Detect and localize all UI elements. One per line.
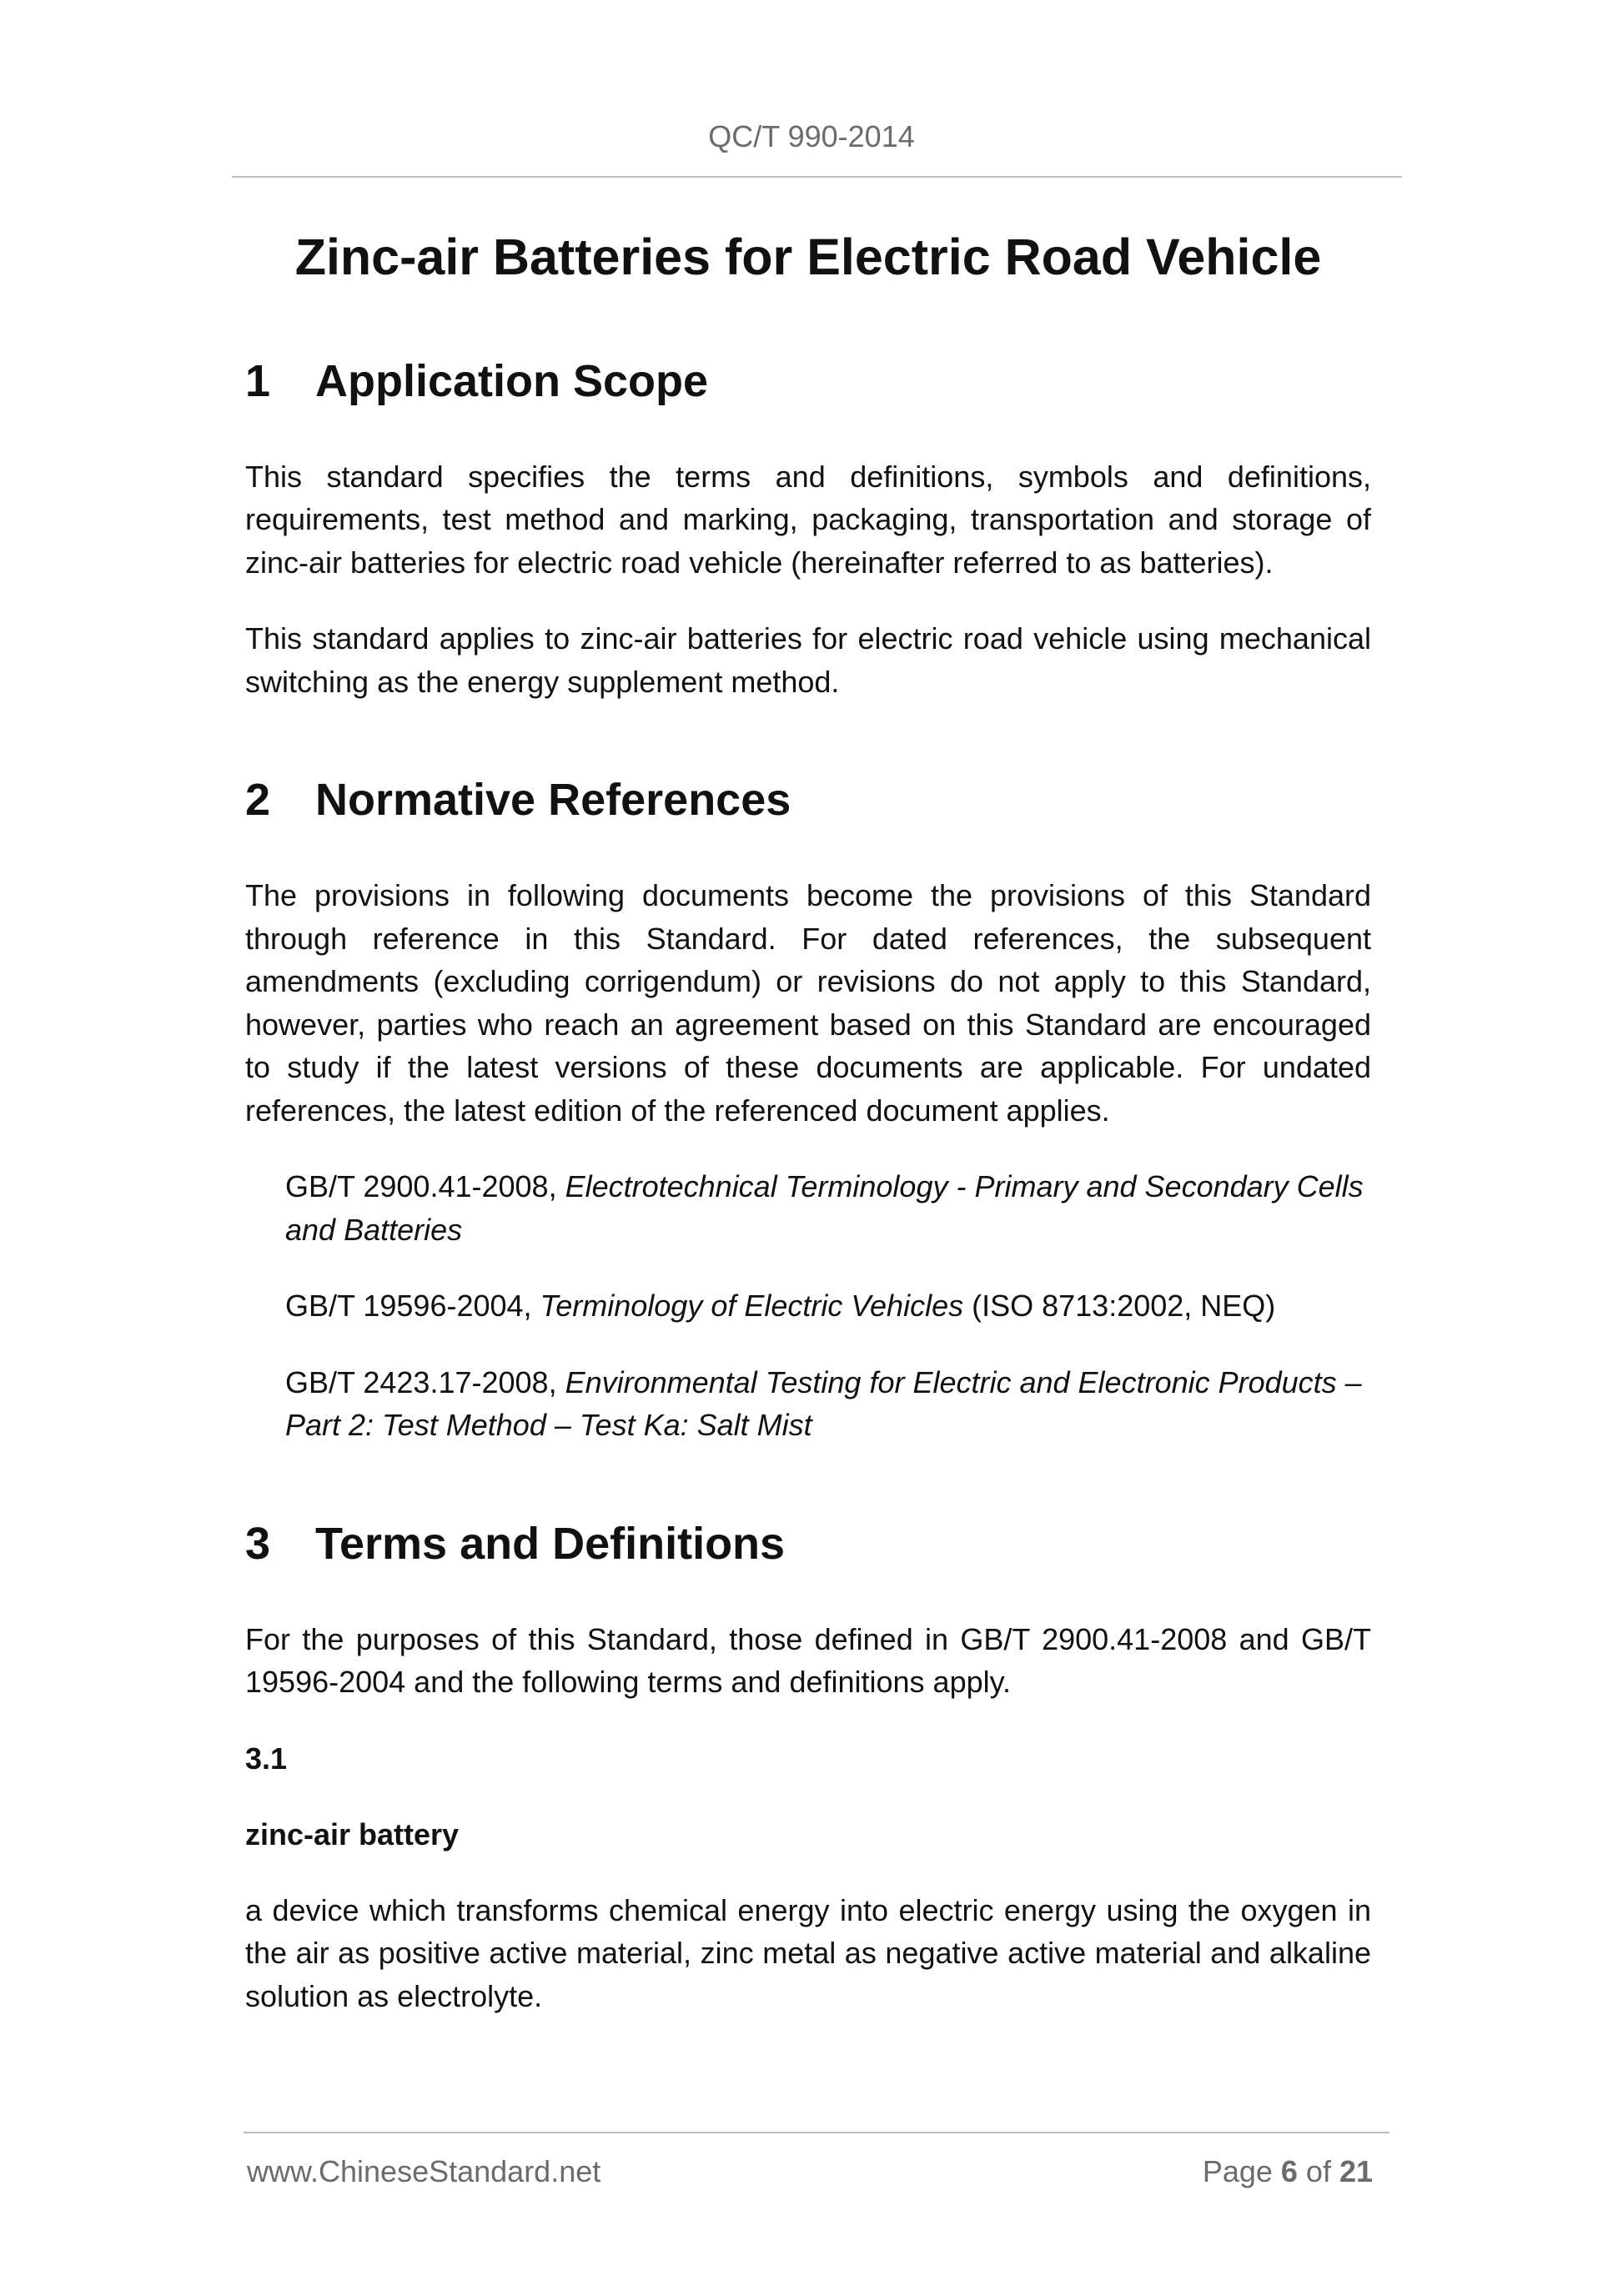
page-current: 6 bbox=[1280, 2154, 1298, 2188]
reference-title: Electrotechnical Terminology - Primary and Secondary Cells and Batteries bbox=[285, 1169, 1364, 1247]
term-definition: a device which transforms chemical energy into electric energy using the oxygen in the air as positive active material, zinc metal as negative active material and alkaline solution as electrolyte. bbox=[245, 1892, 1371, 2013]
reference-code: GB/T 19596-2004, bbox=[285, 1289, 540, 1324]
section-title: Application Scope bbox=[315, 356, 709, 407]
reference-item bbox=[285, 1165, 1371, 1251]
term-name: zinc-air battery bbox=[245, 1816, 460, 1851]
header-standard-code: QC/T 990-2014 bbox=[708, 119, 915, 153]
document-title: Zinc-air Batteries for Electric Road Vehicle bbox=[294, 229, 1322, 285]
paragraph: This standard applies to zinc-air batteries for electric road vehicle using mechanical switching as the energy supplement method. bbox=[245, 621, 1371, 699]
section-3-heading bbox=[245, 1517, 1371, 1571]
reference-suffix: (ISO 8713:2002, NEQ) bbox=[963, 1289, 1276, 1324]
document-body bbox=[245, 208, 1371, 2017]
section-title: Normative References bbox=[315, 775, 791, 826]
paragraph: The provisions in following documents become the provisions of this Standard through reference in this Standard. For dated references, the subsequent amendments (excluding corrigendum) or revisions do not apply to this Standard, however, parties who reach an agreement based on this Standard are encouraged to study if the latest versions of these documents are applicable. For undated references, the latest edition of the referenced document applies. bbox=[245, 878, 1371, 1128]
page-of: of bbox=[1297, 2154, 1339, 2188]
section-number: 3 bbox=[245, 1518, 271, 1569]
reference-item bbox=[285, 1361, 1371, 1447]
reference-title: Terminology of Electric Vehicles bbox=[540, 1289, 964, 1324]
term-number: 3.1 bbox=[245, 1741, 288, 1776]
reference-code: GB/T 2900.41-2008, bbox=[285, 1169, 565, 1204]
section-1-heading bbox=[245, 354, 1371, 409]
footer-page-number bbox=[1203, 2154, 1373, 2189]
footer-website-link[interactable]: www.ChineseStandard.net bbox=[247, 2154, 601, 2188]
section-number: 2 bbox=[245, 775, 271, 826]
section-title: Terms and Definitions bbox=[315, 1518, 786, 1569]
paragraph: This standard specifies the terms and definitions, symbols and definitions, requirements, test method and marking, packaging, transportation and storage of zinc-air batteries for electric road vehicle (hereinafter referred to as batteries). bbox=[245, 459, 1371, 580]
reference-item bbox=[285, 1284, 1371, 1328]
reference-title: Environmental Testing for Electric and Electronic Products – Part 2: Test Method – Test Ka: Salt Mist bbox=[285, 1364, 1362, 1443]
page-total: 21 bbox=[1339, 2154, 1373, 2188]
page-prefix: Page bbox=[1202, 2154, 1281, 2188]
footer-divider bbox=[244, 2132, 1389, 2133]
section-2-heading bbox=[245, 773, 1371, 827]
reference-code: GB/T 2423.17-2008, bbox=[285, 1364, 565, 1399]
header-divider bbox=[232, 176, 1402, 178]
section-number: 1 bbox=[245, 356, 271, 407]
paragraph: For the purposes of this Standard, those defined in GB/T 2900.41-2008 and GB/T 19596-2004 and the following terms and definitions apply. bbox=[245, 1621, 1371, 1700]
